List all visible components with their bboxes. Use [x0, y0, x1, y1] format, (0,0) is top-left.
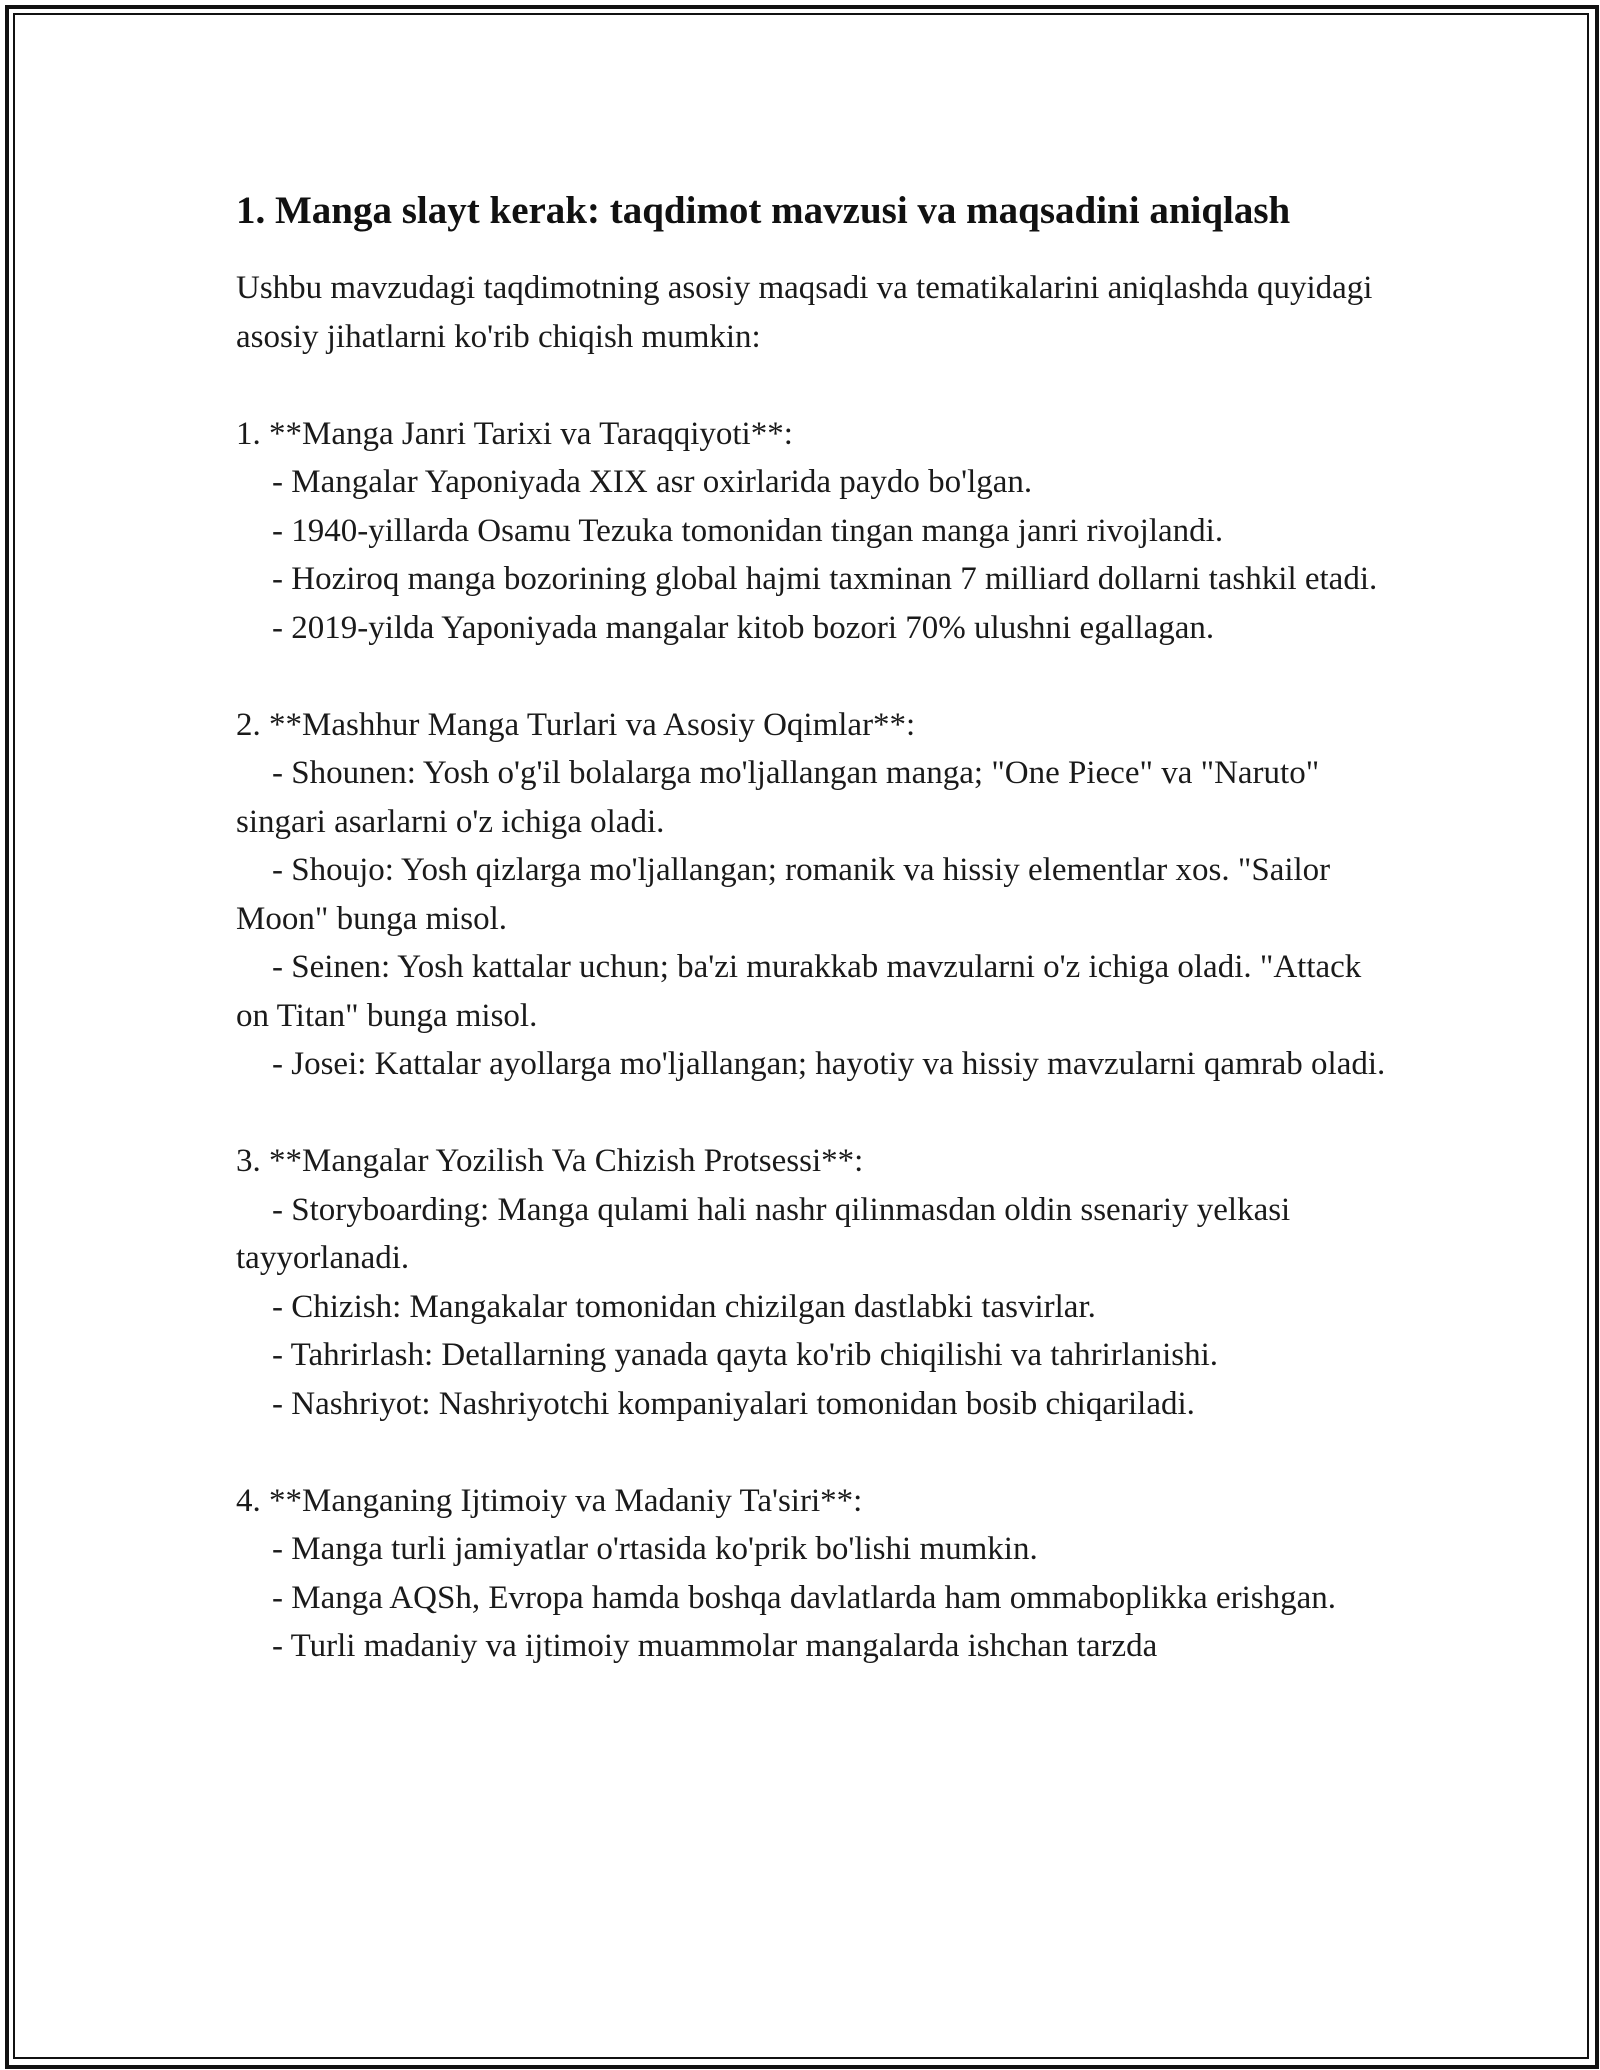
- section-impact: [236, 1477, 1386, 1671]
- list-item: - Manga turli jamiyatlar o'rtasida ko'prik bo'lishi mumkin.: [272, 1531, 1038, 1567]
- list-item: - Josei: Kattalar ayollarga mo'ljallangan; hayotiy va hissiy mavzularni qamrab oladi.: [272, 1046, 1386, 1082]
- list-item: - Tahrirlash: Detallarning yanada qayta ko'rib chiqilishi va tahrirlanishi.: [272, 1337, 1218, 1373]
- list-item: - Nashriyot: Nashriyotchi kompaniyalari tomonidan bosib chiqariladi.: [272, 1385, 1195, 1422]
- document-body: [236, 184, 1386, 1671]
- section-genres: [236, 701, 1386, 1089]
- section-heading: 4. **Manganing Ijtimoiy va Madaniy Ta'siri**:: [236, 1482, 863, 1519]
- list-item: - 1940-yillarda Osamu Tezuka tomonidan tingan manga janri rivojlandi.: [272, 512, 1224, 549]
- list-item: - Manga AQSh, Evropa hamda boshqa davlatlarda ham ommaboplikka erishgan.: [272, 1579, 1336, 1616]
- list-item: - Chizish: Mangakalar tomonidan chizilgan dastlabki tasvirlar.: [272, 1288, 1096, 1325]
- list-item: - 2019-yilda Yaponiyada mangalar kitob bozori 70% ulushni egallagan.: [272, 609, 1215, 646]
- list-item: - Seinen: Yosh kattalar uchun; ba'zi murakkab mavzularni o'z ichiga oladi. "Attack on Titan" bunga misol.: [236, 949, 1362, 1034]
- section-heading: 1. **Manga Janri Tarixi va Taraqqiyoti**:: [236, 415, 793, 452]
- list-item: - Mangalar Yaponiyada XIX asr oxirlarida paydo bo'lgan.: [272, 464, 1033, 500]
- list-item: - Turli madaniy va ijtimoiy muammolar mangalarda ishchan tarzda: [272, 1628, 1158, 1664]
- document-title: 1. Manga slayt kerak: taqdimot mavzusi va maqsadini aniqlash: [236, 189, 1291, 232]
- list-item: - Storyboarding: Manga qulami hali nashr qilinmasdan oldin ssenariy yelkasi tayyorlanadi.: [236, 1191, 1291, 1276]
- intro-paragraph: Ushbu mavzudagi taqdimotning asosiy maqsadi va tematikalarini aniqlashda quyidagi asosiy jihatlarni ko'rib chiqish mumkin:: [236, 270, 1373, 355]
- list-item: - Shoujo: Yosh qizlarga mo'ljallangan; romanik va hissiy elementlar xos. "Sailor Moon" bunga misol.: [236, 852, 1331, 937]
- section-heading: 3. **Mangalar Yozilish Va Chizish Protsessi**:: [236, 1143, 864, 1179]
- list-item: - Hoziroq manga bozorining global hajmi taxminan 7 milliard dollarni tashkil etadi.: [272, 561, 1378, 597]
- section-history: [236, 410, 1386, 653]
- section-process: [236, 1137, 1386, 1428]
- section-heading: 2. **Mashhur Manga Turlari va Asosiy Oqimlar**:: [236, 706, 916, 743]
- list-item: - Shounen: Yosh o'g'il bolalarga mo'ljallangan manga; "One Piece" va "Naruto" singari asarlarni o'z ichiga oladi.: [236, 755, 1320, 840]
